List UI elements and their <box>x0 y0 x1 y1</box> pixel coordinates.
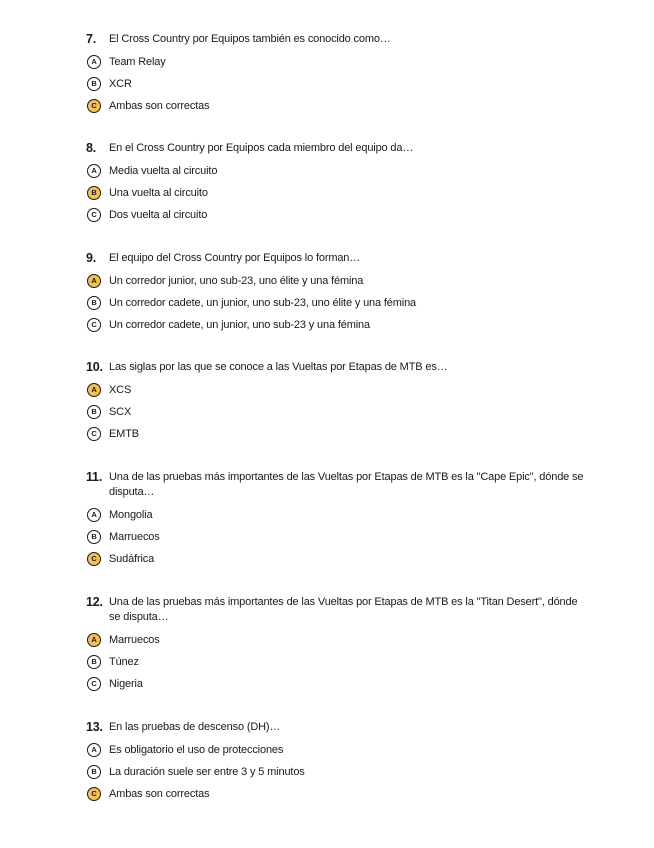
option-a[interactable] <box>86 270 586 292</box>
question-8 <box>86 141 586 226</box>
question-header <box>86 595 586 625</box>
option-text: XCS <box>109 384 132 396</box>
question-text: Una de las pruebas más importantes de las Vueltas por Etapas de MTB es la "Titan Desert", dónde se disputa… <box>109 596 578 623</box>
question-header <box>86 720 586 735</box>
option-b[interactable] <box>86 182 586 204</box>
option-a[interactable] <box>86 379 586 401</box>
question-text: En el Cross Country por Equipos cada miembro del equipo da… <box>109 142 414 154</box>
question-13 <box>86 720 586 805</box>
question-number: 13. <box>86 720 103 734</box>
option-letter-badge: C <box>87 318 101 332</box>
option-b[interactable] <box>86 73 586 95</box>
option-letter-badge-correct: C <box>87 787 101 801</box>
question-number: 10. <box>86 360 103 374</box>
option-text: Ambas son correctas <box>109 100 210 112</box>
option-c[interactable] <box>86 423 586 445</box>
option-text: Un corredor junior, uno sub-23, uno élite y una fémina <box>109 275 364 287</box>
option-c[interactable] <box>86 783 586 805</box>
question-text: Las siglas por las que se conoce a las Vueltas por Etapas de MTB es… <box>109 361 448 373</box>
question-10 <box>86 360 586 445</box>
option-letter-badge-correct: B <box>87 186 101 200</box>
question-header <box>86 360 586 375</box>
question-number: 7. <box>86 32 97 46</box>
question-text: El Cross Country por Equipos también es conocido como… <box>109 33 391 45</box>
option-letter-badge-correct: C <box>87 552 101 566</box>
option-letter-badge: B <box>87 405 101 419</box>
option-letter-badge: B <box>87 530 101 544</box>
option-letter-badge: B <box>87 765 101 779</box>
option-text: SCX <box>109 406 132 418</box>
option-text: Ambas son correctas <box>109 788 210 800</box>
option-letter-badge: A <box>87 743 101 757</box>
question-number: 8. <box>86 141 97 155</box>
option-text: Media vuelta al circuito <box>109 165 218 177</box>
question-11 <box>86 470 586 570</box>
question-header <box>86 141 586 156</box>
option-text: Dos vuelta al circuito <box>109 209 208 221</box>
question-12 <box>86 595 586 695</box>
option-b[interactable] <box>86 651 586 673</box>
option-a[interactable] <box>86 739 586 761</box>
option-text: Sudáfrica <box>109 553 155 565</box>
question-7 <box>86 32 586 117</box>
option-letter-badge: A <box>87 164 101 178</box>
option-text: Es obligatorio el uso de protecciones <box>109 744 284 756</box>
option-text: Mongolia <box>109 509 153 521</box>
question-9 <box>86 251 586 336</box>
question-number: 12. <box>86 595 103 609</box>
option-a[interactable] <box>86 160 586 182</box>
option-text: La duración suele ser entre 3 y 5 minutos <box>109 766 305 778</box>
option-b[interactable] <box>86 292 586 314</box>
option-text: Team Relay <box>109 56 166 68</box>
option-letter-badge-correct: A <box>87 633 101 647</box>
option-c[interactable] <box>86 314 586 336</box>
option-b[interactable] <box>86 761 586 783</box>
option-letter-badge-correct: A <box>87 274 101 288</box>
option-c[interactable] <box>86 95 586 117</box>
option-text: XCR <box>109 78 132 90</box>
option-letter-badge: C <box>87 427 101 441</box>
option-letter-badge: A <box>87 508 101 522</box>
option-a[interactable] <box>86 504 586 526</box>
option-text: Un corredor cadete, un junior, uno sub-23, uno élite y una fémina <box>109 297 417 309</box>
option-letter-badge: C <box>87 208 101 222</box>
option-text: EMTB <box>109 428 139 440</box>
option-text: Marruecos <box>109 531 160 543</box>
option-c[interactable] <box>86 204 586 226</box>
option-text: Nigeria <box>109 678 143 690</box>
option-b[interactable] <box>86 526 586 548</box>
question-number: 11. <box>86 470 103 484</box>
option-text: Túnez <box>109 656 139 668</box>
option-letter-badge-correct: A <box>87 383 101 397</box>
option-text: Marruecos <box>109 634 160 646</box>
question-header <box>86 470 586 500</box>
option-letter-badge: C <box>87 677 101 691</box>
question-text: Una de las pruebas más importantes de las Vueltas por Etapas de MTB es la "Cape Epic", dónde se disputa… <box>109 471 584 498</box>
option-b[interactable] <box>86 401 586 423</box>
question-text: El equipo del Cross Country por Equipos lo forman… <box>109 252 361 264</box>
option-letter-badge: B <box>87 296 101 310</box>
option-c[interactable] <box>86 548 586 570</box>
option-letter-badge: A <box>87 55 101 69</box>
option-text: Una vuelta al circuito <box>109 187 208 199</box>
question-header <box>86 251 586 266</box>
option-a[interactable] <box>86 51 586 73</box>
option-letter-badge: B <box>87 655 101 669</box>
question-text: En las pruebas de descenso (DH)… <box>109 721 281 733</box>
option-c[interactable] <box>86 673 586 695</box>
question-header <box>86 32 586 47</box>
option-letter-badge: B <box>87 77 101 91</box>
option-a[interactable] <box>86 629 586 651</box>
question-number: 9. <box>86 251 97 265</box>
option-text: Un corredor cadete, un junior, uno sub-23 y una fémina <box>109 319 370 331</box>
option-letter-badge-correct: C <box>87 99 101 113</box>
